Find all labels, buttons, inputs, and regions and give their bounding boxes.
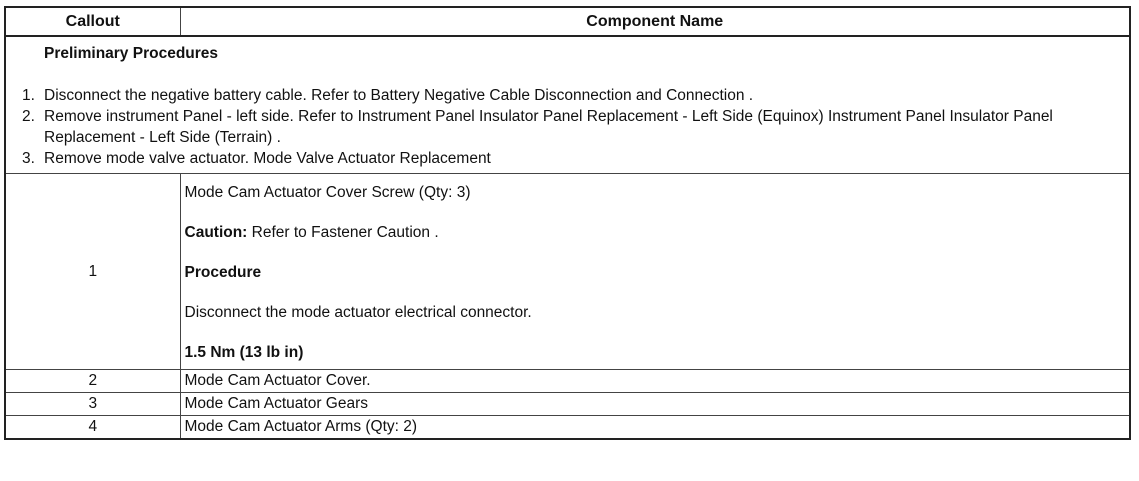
caution-note bbox=[185, 223, 1126, 243]
step-text: Remove instrument Panel - left side. Refer to Instrument Panel Insulator Panel Replacement - Left Side (Equinox) Instrument Panel Insulator Panel Replacement - Left Side (Terrain) . bbox=[44, 108, 1053, 146]
preliminary-cell bbox=[5, 36, 1130, 174]
preliminary-step bbox=[22, 106, 1119, 148]
callout-number: 3 bbox=[5, 393, 180, 416]
component-name: Mode Cam Actuator Cover Screw (Qty: 3) bbox=[184, 184, 471, 201]
callout-number: 4 bbox=[5, 416, 180, 440]
step-number: 1. bbox=[22, 87, 35, 104]
table-row bbox=[5, 370, 1130, 393]
callout-number: 2 bbox=[5, 370, 180, 393]
header-callout: Callout bbox=[5, 7, 180, 36]
table-row bbox=[5, 174, 1130, 370]
table-row bbox=[5, 393, 1130, 416]
preliminary-row bbox=[5, 36, 1130, 174]
procedure-table bbox=[4, 6, 1131, 440]
header-component-name: Component Name bbox=[180, 7, 1130, 36]
step-text: Disconnect the negative battery cable. Refer to Battery Negative Cable Disconnection and Connection . bbox=[44, 87, 754, 104]
preliminary-step bbox=[22, 148, 1119, 169]
component-name: Mode Cam Actuator Gears bbox=[180, 393, 1130, 416]
callout-number: 1 bbox=[5, 174, 180, 370]
procedure-heading: Procedure bbox=[184, 264, 262, 281]
caution-text: Refer to Fastener Caution . bbox=[247, 224, 439, 241]
table-row bbox=[5, 416, 1130, 440]
torque-spec: 1.5 Nm (13 lb in) bbox=[184, 344, 304, 361]
step-text: Remove mode valve actuator. Mode Valve Actuator Replacement bbox=[44, 150, 491, 167]
procedure-text: Disconnect the mode actuator electrical connector. bbox=[184, 304, 532, 321]
preliminary-title: Preliminary Procedures bbox=[44, 45, 219, 62]
component-cell bbox=[180, 174, 1130, 370]
preliminary-step bbox=[22, 85, 1119, 106]
component-name: Mode Cam Actuator Cover. bbox=[180, 370, 1130, 393]
component-name: Mode Cam Actuator Arms (Qty: 2) bbox=[180, 416, 1130, 440]
header-row bbox=[5, 7, 1130, 36]
caution-label: Caution: bbox=[184, 224, 248, 241]
preliminary-steps bbox=[22, 85, 1119, 169]
step-number: 2. bbox=[22, 108, 35, 125]
step-number: 3. bbox=[22, 150, 35, 167]
